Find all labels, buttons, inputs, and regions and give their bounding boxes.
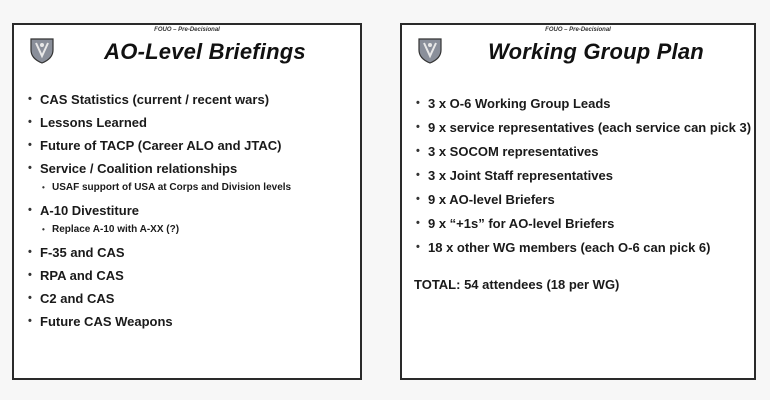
list-item: • F-35 and CAS (26, 244, 354, 261)
slide-title: AO-Level Briefings (104, 39, 306, 64)
air-force-shield-icon (28, 36, 56, 64)
bullet-list (414, 95, 752, 263)
list-item: • Future of TACP (Career ALO and JTAC) (26, 137, 354, 154)
list-item: • C2 and CAS (26, 290, 354, 307)
total-attendees: TOTAL: 54 attendees (18 per WG) (414, 277, 620, 292)
list-item: • 3 x SOCOM representatives (414, 143, 748, 160)
list-item: • 3 x Joint Staff representatives (414, 167, 748, 184)
list-item: • 9 x AO-level Briefers (414, 191, 748, 208)
classification-marking: FOUO – Pre-Decisional (154, 27, 220, 33)
sub-list-item: • USAF support of USA at Corps and Division levels (26, 181, 354, 194)
list-item: • A-10 Divestiture (26, 202, 354, 219)
bullet-list (26, 91, 354, 336)
list-item: • 9 x “+1s” for AO-level Briefers (414, 215, 748, 232)
list-item: • Lessons Learned (26, 114, 354, 131)
air-force-shield-icon (416, 36, 444, 64)
list-item: • Service / Coalition relationships (26, 160, 354, 177)
list-item: • 3 x O-6 Working Group Leads (414, 95, 748, 112)
sub-list-item: • Replace A-10 with A-XX (?) (26, 223, 354, 236)
list-item: • Future CAS Weapons (26, 313, 354, 330)
list-item: • 9 x service representatives (each service can pick 3) (414, 119, 748, 136)
slide-ao-level-briefings (12, 23, 362, 380)
list-item: • RPA and CAS (26, 267, 354, 284)
slide-title: Working Group Plan (488, 39, 704, 64)
slide-working-group-plan (400, 23, 756, 380)
classification-marking: FOUO – Pre-Decisional (545, 27, 611, 33)
list-item: • 18 x other WG members (each O-6 can pick 6) (414, 239, 748, 256)
list-item: • CAS Statistics (current / recent wars) (26, 91, 354, 108)
